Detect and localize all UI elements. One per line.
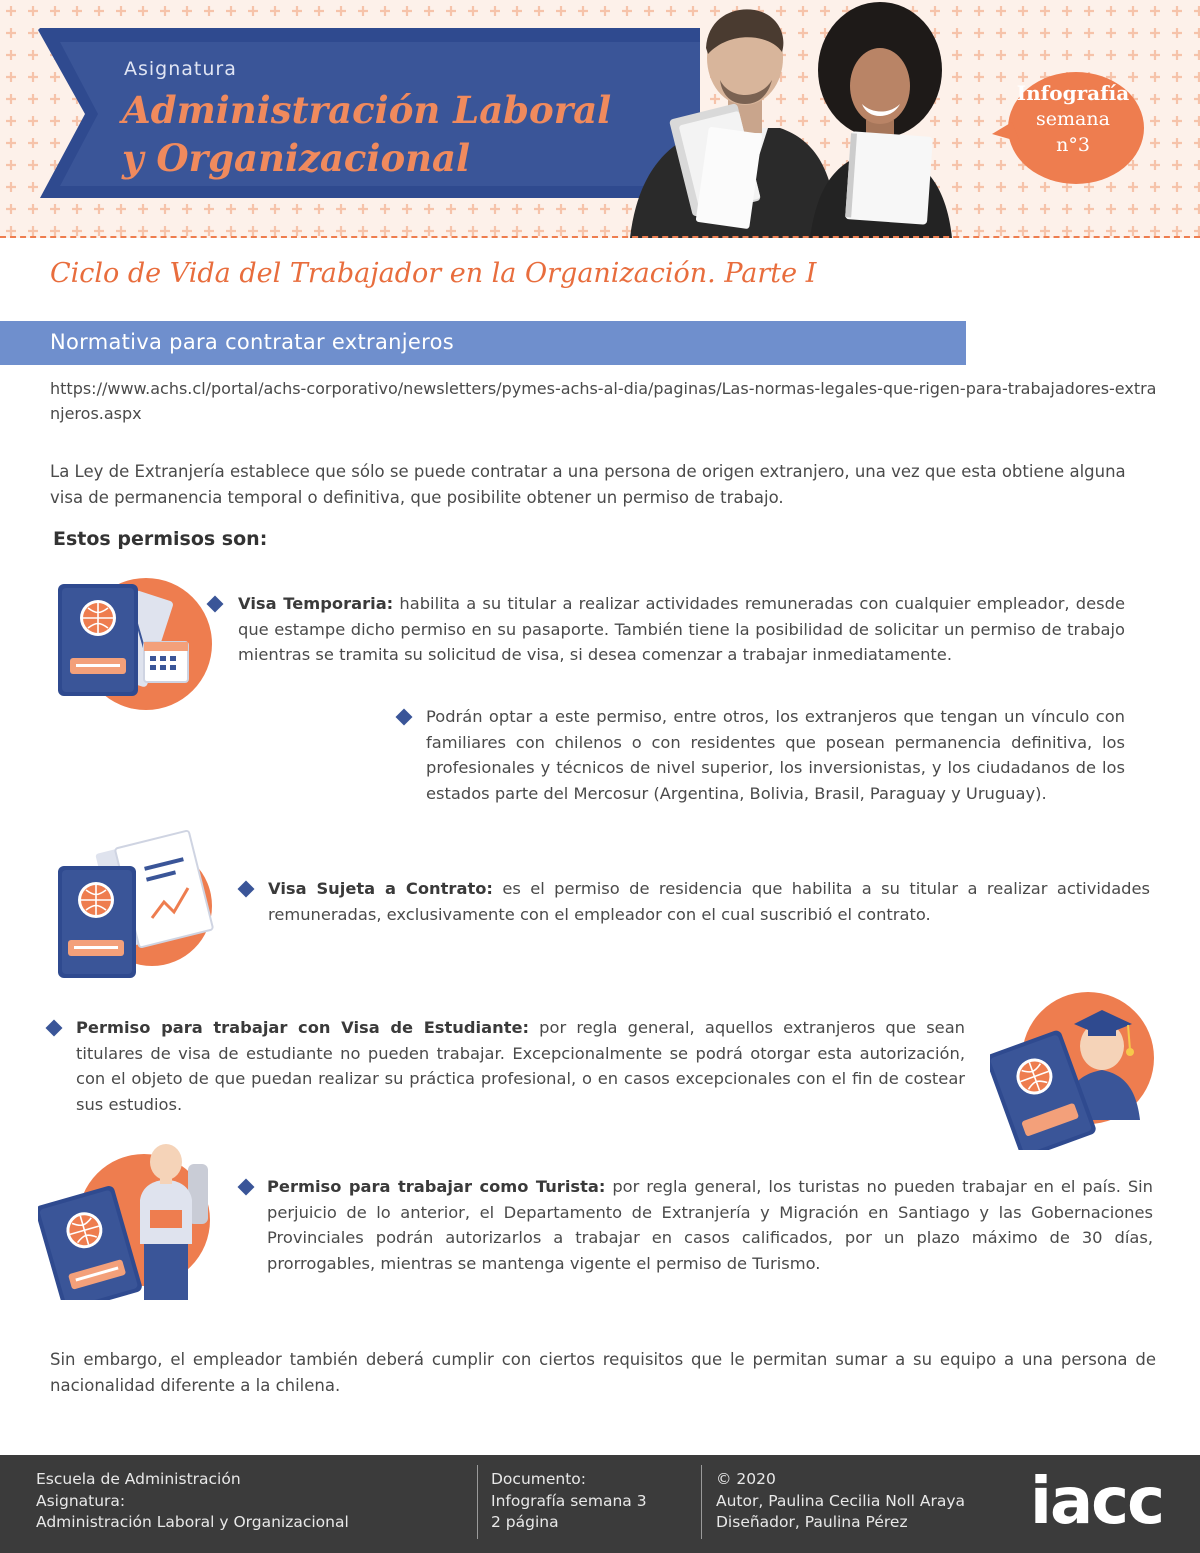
badge-week: semana (1036, 108, 1110, 130)
business-people-photo (610, 0, 970, 238)
subject-title-line1: Administración Laboral (122, 88, 612, 132)
bullet-icon (396, 709, 413, 726)
subject-title (122, 86, 611, 182)
item-text: es el permiso de residencia que habilita a su titular a realizar actividades remuneradas, exclusivamente con el empleador con el cual suscribió el contrato. (268, 879, 1151, 924)
item-text: Podrán optar a este permiso, entre otros, los extranjeros que tengan un vínculo con familiares con chilenos o con residentes que posean permanencia definitiva, los profesionales y técnicos de nivel superior, los inversionistas, y los ciudadanos de los estados parte del Mercosur (Argentina, Bolivia, Brasil, Paraguay y Uruguay). (426, 707, 1125, 803)
item-visa-temporaria (238, 591, 1125, 668)
item-visa-estudiante (76, 1015, 965, 1117)
footer-school-info (36, 1469, 349, 1534)
footer-author: Autor, Paulina Cecilia Noll Araya (716, 1491, 966, 1510)
item-visa-turista (267, 1174, 1153, 1276)
woman-figure (810, 2, 952, 238)
item-text: habilita a su titular a realizar actividades remuneradas con cualquier empleador, desde que estampe dicho permiso en su pasaporte. También tiene la posibilidad de solicitar un permiso de trabajo mientras se tramita su solicitud de visa, si desea comenzar a trabajar inmediatamente. (238, 594, 1125, 665)
footer-document-info (491, 1469, 647, 1534)
item-visa-temporaria-eligibility (426, 704, 1125, 806)
badge-number: n°3 (1056, 134, 1090, 156)
header (0, 0, 1200, 238)
bullet-icon (46, 1020, 63, 1037)
footer-credits (716, 1469, 965, 1534)
closing-paragraph: Sin embargo, el empleador también deberá cumplir con ciertos requisitos que le permitan sumar a su equipo a una persona de nacionalidad diferente a la chilena. (50, 1350, 1156, 1395)
badge-text (1000, 80, 1146, 158)
subject-label: Asignatura (124, 58, 237, 80)
footer-document-label: Documento: (491, 1470, 587, 1488)
footer-designer: Diseñador, Paulina Pérez (716, 1513, 908, 1531)
footer-subject-label: Asignatura: (36, 1491, 126, 1510)
footer-divider (701, 1465, 702, 1539)
item-label: Visa Temporaria: (238, 594, 394, 613)
item-label: Permiso para trabajar como Turista: (267, 1177, 606, 1196)
footer-divider (477, 1465, 478, 1539)
item-text: por regla general, los turistas no pueden trabajar en el país. Sin perjuicio de lo anterior, el Departamento de Extranjería y Migración en Santiago y las Gobernaciones Provinciales podrán autorizarlos a trabajar en casos calificados, por un plazo máximo de 30 días, prorrogables, mientras se mantenga vigente el permiso de Turismo. (267, 1177, 1153, 1273)
subject-title-line2: y Organizacional (122, 136, 471, 180)
permits-heading: Estos permisos son: (53, 528, 268, 550)
footer-page: 2 página (491, 1513, 559, 1531)
passport-contract-icon (52, 826, 222, 982)
section-title: Normativa para contratar extranjeros (50, 330, 454, 354)
footer-subject: Administración Laboral y Organizacional (36, 1513, 349, 1531)
page-title: Ciclo de Vida del Trabajador en la Organización. Parte I (50, 258, 817, 289)
iacc-logo: iacc (1030, 1465, 1163, 1539)
section-header (0, 321, 966, 365)
header-divider (0, 236, 1200, 238)
badge-title: Infografía (1016, 81, 1130, 105)
footer-school: Escuela de Administración (36, 1470, 241, 1488)
bullet-icon (238, 1179, 255, 1196)
footer (0, 1455, 1200, 1553)
item-label: Permiso para trabajar con Visa de Estudiante: (76, 1018, 530, 1037)
footer-copyright: © 2020 (716, 1470, 776, 1488)
passport-calendar-icon (52, 576, 214, 716)
passport-tourist-icon (38, 1140, 214, 1300)
item-visa-sujeta-contrato (268, 876, 1150, 927)
source-url[interactable]: https://www.achs.cl/portal/achs-corporativo/newsletters/pymes-achs-al-dia/paginas/Las-normas-legales-que-rigen-para-trabajadores-extranjeros.aspx (50, 379, 1157, 423)
intro-paragraph: La Ley de Extranjería establece que sólo se puede contratar a una persona de origen extranjero, una vez que esta obtiene alguna visa de permanencia temporal o definitiva, que posibilite obtener un permiso de trabajo. (50, 462, 1126, 507)
footer-document-name: Infografía semana 3 (491, 1491, 647, 1510)
passport-student-icon (990, 990, 1160, 1150)
man-figure (630, 9, 838, 238)
bullet-icon (238, 881, 255, 898)
item-text: por regla general, aquellos extranjeros que sean titulares de visa de estudiante no pueden trabajar. Excepcionalmente se podrá otorgar esta autorización, con el objeto de que puedan realizar su práctica profesional, o en casos excepcionales con el fin de costear sus estudios. (76, 1018, 965, 1114)
item-label: Visa Sujeta a Contrato: (268, 879, 493, 898)
